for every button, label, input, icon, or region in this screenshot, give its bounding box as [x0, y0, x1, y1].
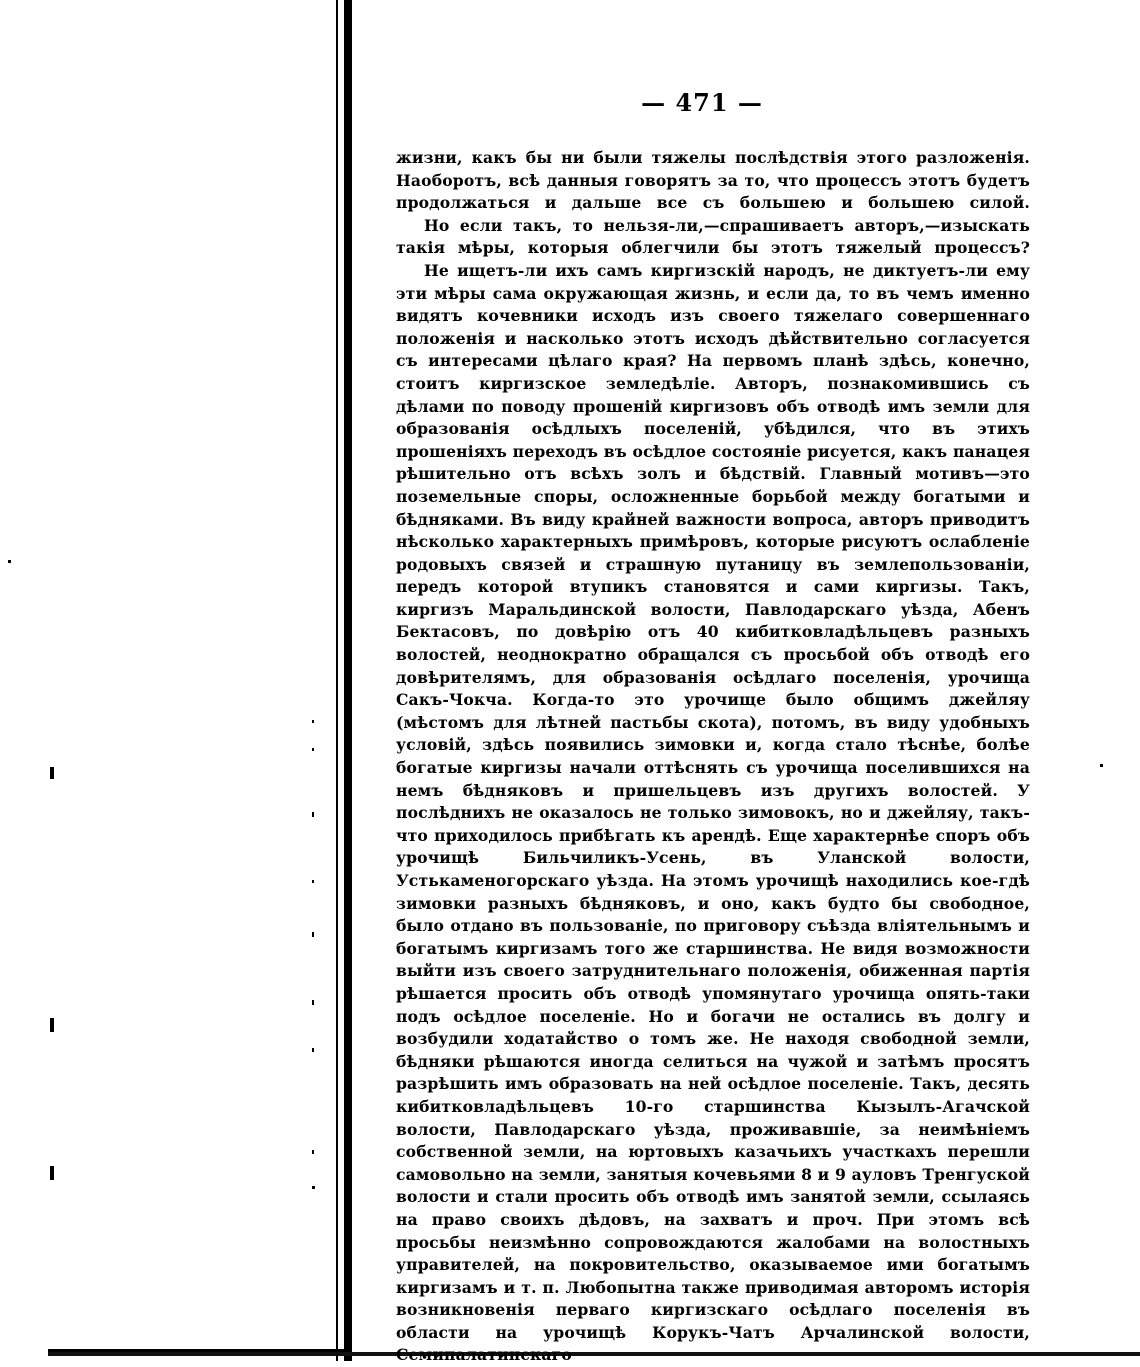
- scan-speck: [50, 1018, 54, 1032]
- scan-speck: [312, 1150, 314, 1154]
- page-number: — 471 —: [641, 88, 763, 117]
- scan-speck: [312, 1048, 314, 1052]
- scan-speck: [8, 560, 11, 563]
- scan-speck: [50, 767, 54, 779]
- scan-speck: [312, 748, 314, 751]
- book-spine: [344, 0, 352, 1361]
- scan-speck: [312, 1186, 315, 1189]
- scan-speck: [50, 1166, 54, 1180]
- scan-speck: [312, 1000, 314, 1005]
- scan-speck: [312, 812, 314, 817]
- paragraph: Но если такъ, то нельзя-ли,—спрашиваетъ авторъ,—изыскать такія мѣры, которыя облегчили бы этотъ тяжелый процессъ?: [396, 215, 1030, 258]
- scan-speck: [1100, 764, 1103, 767]
- scan-speck: [312, 880, 314, 883]
- book-gutter-line: [336, 0, 338, 1361]
- scan-speck: [312, 720, 314, 723]
- paragraph: Не ищетъ-ли ихъ самъ киргизскій народъ, не диктуетъ-ли ему эти мѣры сама окружающая жизнь, и если да, то въ чемъ именно видятъ кочевники исходъ изъ своего тяжелаго совершеннаго положенія и насколько этотъ исходъ дѣйствительно согласуется съ интересами цѣлаго края? На первомъ планѣ здѣсь, конечно, стоитъ киргизское земледѣліе. Авторъ, познакомившись съ дѣлами по поводу прошеній киргизовъ объ отводѣ имъ земли для образованія осѣдлыхъ поселеній, убѣдился, что въ этихъ прошеніяхъ переходъ въ осѣдлое состояніе рисуется, какъ панацея рѣшительно отъ всѣхъ золъ и бѣдствій. Главный мотивъ—это поземельные споры, осложненные борьбой между богатыми и бѣдняками. Въ виду крайней важности вопроса, авторъ приводитъ нѣсколько характерныхъ примѣровъ, которые рисуютъ ослабленіе родовыхъ связей и страшную путаницу въ землепользованіи, передъ которой втупикъ становятся и сами киргизы. Такъ, киргизъ Маральдинской волости, Павлодарскаго уѣзда, Абенъ Бектасовъ, по довѣрію отъ 40 кибитковладѣльцевъ разныхъ волостей, неоднократно обращался съ просьбой объ отводѣ его довѣрителямъ, для образованія осѣдлаго поселенія, урочища Сакъ-Чокча. Когда-то это урочище было общимъ джейляу (мѣстомъ для лѣтней пастьбы скота), потомъ, въ виду удобныхъ условій, здѣсь появились зимовки и, когда стало тѣснѣе, болѣе богатые киргизы начали оттѣснять съ урочища поселившихся на немъ бѣдняковъ и пришельцевъ изъ другихъ волостей. У послѣднихъ не оказалось не только зимовокъ, но и джейляу, такъ-что приходилось прибѣгать къ арендѣ. Еще характернѣе споръ объ урочищѣ Бильчиликъ-Усень, въ Уланской волости, Устькаменогорскаго уѣзда. На этомъ урочищѣ находились кое-гдѣ зимовки разныхъ бѣдняковъ, и оно, какъ будто бы свободное, было отдано въ пользованіе, по приговору съѣзда вліятельнымъ и богатымъ киргизамъ того же старшинства. Не видя возможности выйти изъ своего затруднительнаго положенія, обиженная партія рѣшается просить объ отводѣ упомянутаго урочища опять-таки подъ осѣдлое поселеніе. Но и богачи не остались въ долгу и возбудили ходатайство о томъ же. Не находя свободной земли, бѣдняки рѣшаются иногда селиться на чужой и затѣмъ просятъ разрѣшить имъ образовать на ней осѣдлое поселеніе. Такъ, десять кибитковладѣльцевъ 10-го старшинства Кызылъ-Агачской волости, Павлодарскаго уѣзда, проживавшіе, за неимѣніемъ собственной земли, на юртовыхъ казачьихъ участкахъ перешли самовольно на земли, занятыя кочевьями 8 и 9 ауловъ Трeнгуской волости и стали просить объ отводѣ имъ занятой земли, ссылаясь на право своихъ дѣдовъ, на захватъ и проч. При этомъ всѣ просьбы неизмѣнно сопровождаются жалобами на волостныхъ управителей, на покровительство, оказываемое ими богатымъ киргизамъ и т. п. Любопытна также приводимая авторомъ исторія возникновенія перваго киргизскаго осѣдлаго поселенія въ области на урочищѣ Корукъ-Чатъ Арчалинской волости, Семипалатинскаго: [396, 260, 1030, 1365]
- paragraph: жизни, какъ бы ни были тяжелы послѣдствія этого разложенія. Наоборотъ, всѣ данныя говорятъ за то, что процессъ этотъ будетъ продолжаться и дальше все съ большею и большею силой.: [396, 148, 1030, 213]
- scan-speck: [312, 932, 314, 937]
- body-text: [396, 147, 1030, 1367]
